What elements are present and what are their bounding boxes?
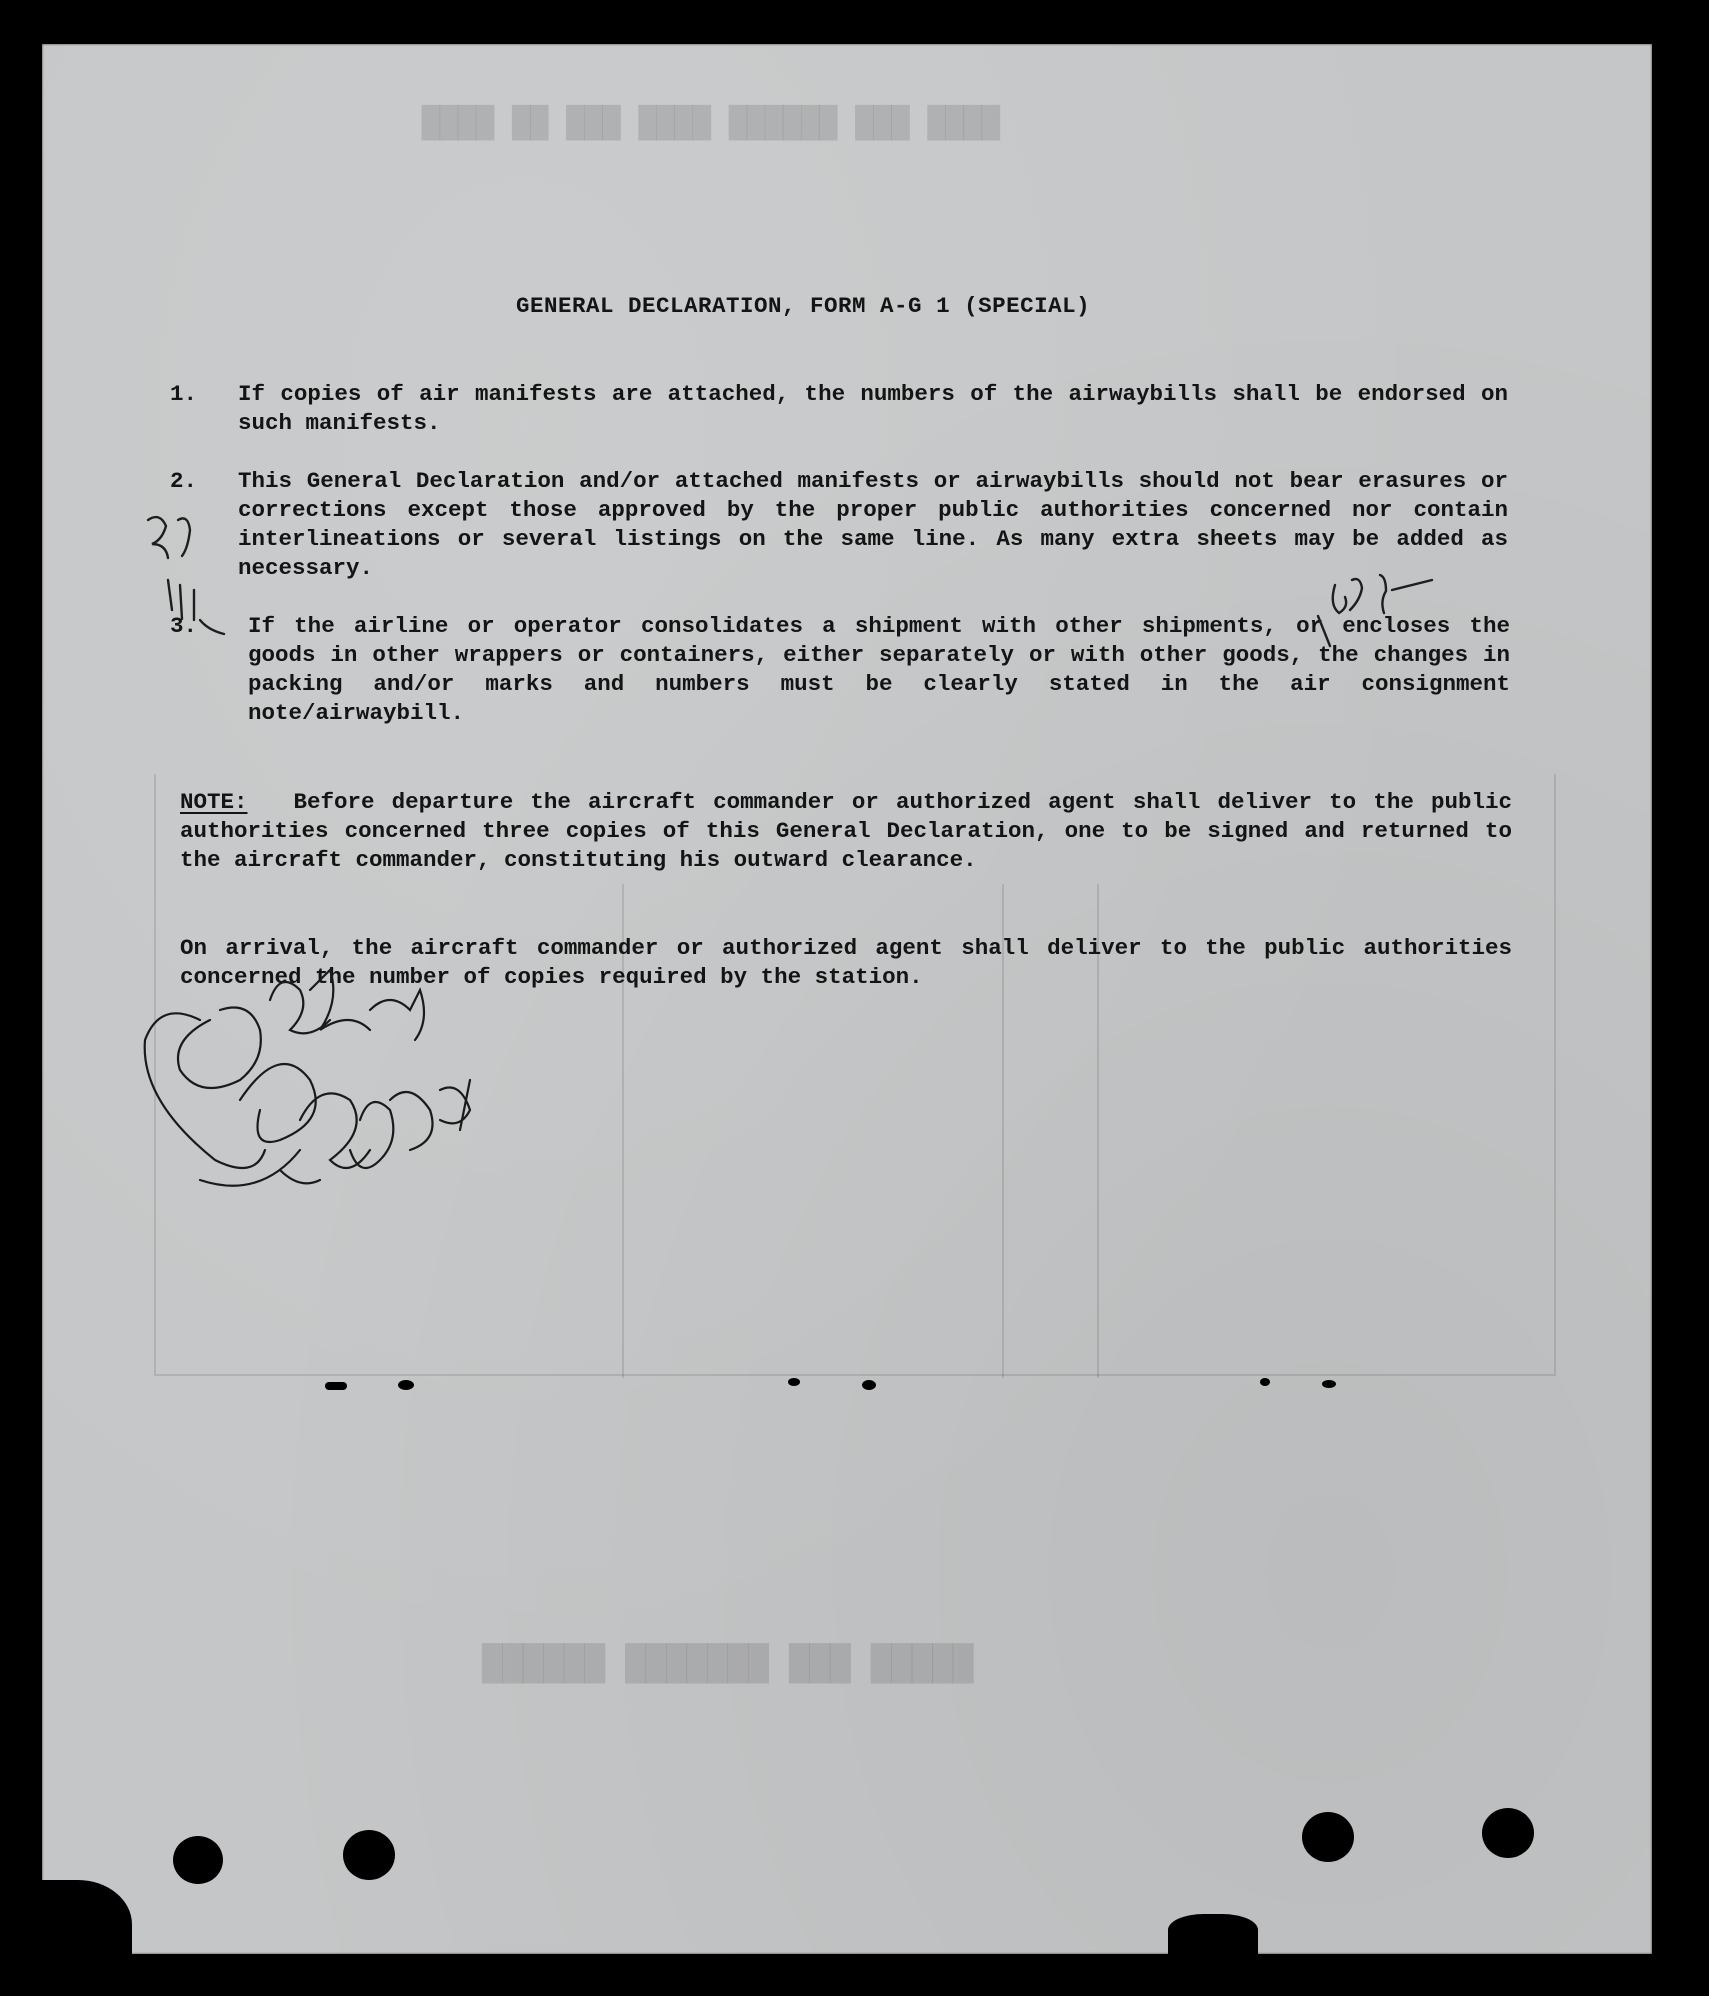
fold-mark <box>325 1382 347 1390</box>
list-item-number: 2. <box>170 468 198 494</box>
punch-hole <box>1302 1812 1354 1862</box>
fold-mark <box>1322 1380 1336 1388</box>
list-item-text: If copies of air manifests are attached, the numbers of the airwaybills shall be endorsed on such manifests. <box>238 381 1508 436</box>
arrival-paragraph: On arrival, the aircraft commander or authorized agent shall deliver to the public authorities concerned the number of copies required by the station. <box>180 935 1512 990</box>
list-item-text: If the airline or operator consolidates a shipment with other shipments, or encloses the goods in other wrappers or containers, either separately or with other goods, the changes in packing and/or marks and numbers must be clearly stated in the air consignment note/airwaybill. <box>248 613 1510 726</box>
punch-hole <box>173 1836 223 1884</box>
list-item-number: 3. <box>170 613 198 639</box>
punch-hole <box>343 1830 395 1880</box>
torn-edge <box>1168 1914 1258 1954</box>
note-text: Before departure the aircraft commander or authorized agent shall deliver to the public authorities concerned three copies of this General Declaration, one to be signed and returned to the aircraft commander, constituting his outward clearance. <box>180 789 1512 873</box>
document-title: GENERAL DECLARATION, FORM A-G 1 (SPECIAL) <box>516 293 1091 319</box>
list-item-number: 1. <box>170 381 198 407</box>
fold-mark <box>1260 1378 1270 1386</box>
list-item-text: This General Declaration and/or attached manifests or airwaybills should not bear erasures or corrections except those approved by the proper public authorities concerned nor contain interlineations or several listings on the same line. As many extra sheets may be added as necessary. <box>238 468 1508 581</box>
fold-mark <box>788 1378 800 1386</box>
punch-hole <box>1482 1808 1534 1858</box>
bleed-through-footer: █████ ███ ███████ ██████ <box>482 1644 974 1684</box>
fold-mark <box>862 1380 876 1390</box>
bleed-through-heading: ████ ███ ██████ ████ ███ ██ ████ <box>422 106 1000 141</box>
note-paragraph <box>180 788 1512 875</box>
fold-mark <box>398 1380 414 1390</box>
note-label: NOTE: <box>180 789 248 815</box>
